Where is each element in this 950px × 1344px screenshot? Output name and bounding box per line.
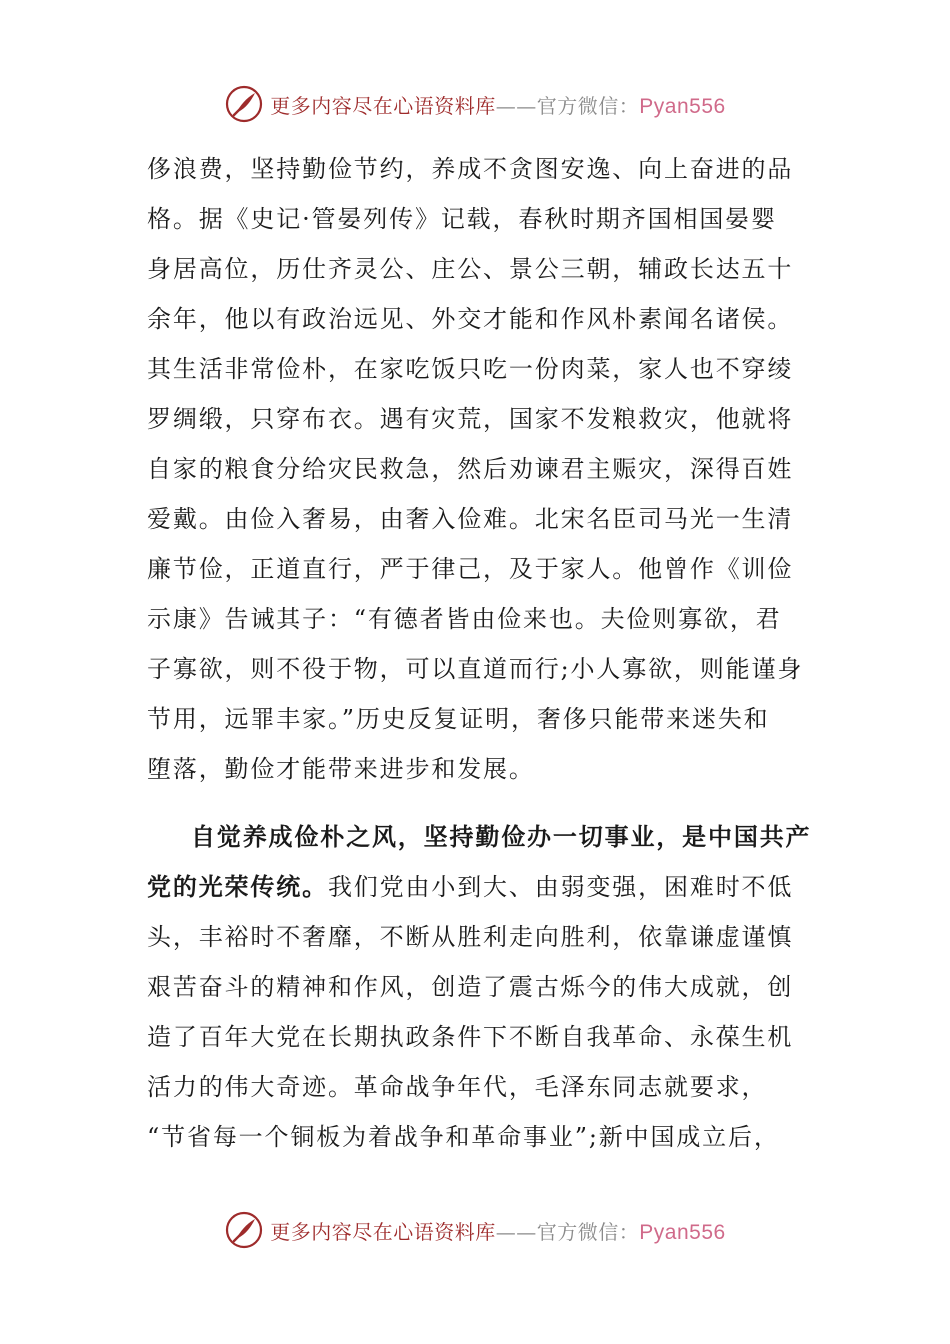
watermark-separator: —— [495,1219,537,1244]
bold-topic-sentence: 自觉养成俭朴之风，坚持勤俭办一切事业，是中国共产 [191,822,812,851]
watermark-brand: 更多内容尽在心语资料库 [270,93,496,118]
footer-watermark [0,1208,950,1252]
watermark-text [270,1216,725,1245]
text-line: 艰苦奋斗的精神和作风，创造了震古烁今的伟大成就，创 [147,973,794,1001]
text-line: 子寡欲，则不役于物，可以直道而行;小人寡欲，则能谨身 [147,655,804,683]
text-line: 余年，他以有政治远见、外交才能和作风朴素闻名诸侯。 [147,305,794,333]
watermark-wechat-id: Pyan556 [639,1220,726,1244]
text-line: “节省每一个铜板为着战争和革命事业”;新中国成立后， [147,1123,780,1151]
bold-topic-sentence-end: 党的光荣传统。 [147,872,328,901]
quill-logo-icon [224,1210,264,1250]
watermark-wechat-label: 官方微信： [536,1219,640,1244]
watermark-brand: 更多内容尽在心语资料库 [270,1219,496,1244]
text-line: 其生活非常俭朴，在家吃饭只吃一份肉菜，家人也不穿绫 [147,355,794,383]
header-watermark [0,82,950,126]
watermark-text [270,90,725,119]
text-line [147,862,807,912]
text-line: 爱戴。由俭入奢易，由奢入俭难。北宋名臣司马光一生清 [147,505,794,533]
watermark-separator: —— [495,93,537,118]
text-line: 自家的粮食分给灾民救急，然后劝谏君主赈灾，深得百姓 [147,455,794,483]
text-line: 身居高位，历仕齐灵公、庄公、景公三朝，辅政长达五十 [147,255,794,283]
text-line: 侈浪费，坚持勤俭节约，养成不贪图安逸、向上奋进的品 [147,155,794,183]
quill-logo-icon [224,84,264,124]
paragraph-1 [147,144,807,794]
text-line: 廉节俭，正道直行，严于律己，及于家人。他曾作《训俭 [147,555,794,583]
text-line: 节用，远罪丰家。”历史反复证明，奢侈只能带来迷失和 [147,705,770,733]
paragraph-2 [147,812,812,1162]
text-line: 造了百年大党在长期执政条件下不断自我革命、永葆生机 [147,1023,794,1051]
watermark-wechat-label: 官方微信： [536,93,640,118]
text-line [147,812,812,862]
document-body [147,144,812,1162]
text-run: 我们党由小到大、由弱变强，困难时不低 [327,873,794,901]
text-line: 示康》告诫其子：“有德者皆由俭来也。夫俭则寡欲，君 [147,605,782,633]
watermark-wechat-id: Pyan556 [639,94,726,118]
text-line: 罗绸缎，只穿布衣。遇有灾荒，国家不发粮救灾，他就将 [147,405,794,433]
text-line: 头，丰裕时不奢靡，不断从胜利走向胜利，依靠谦虚谨慎 [147,923,794,951]
text-line: 堕落，勤俭才能带来进步和发展。 [147,755,535,783]
text-line: 活力的伟大奇迹。革命战争年代，毛泽东同志就要求， [147,1073,768,1101]
text-line: 格。据《史记·管晏列传》记载，春秋时期齐国相国晏婴 [147,205,777,233]
